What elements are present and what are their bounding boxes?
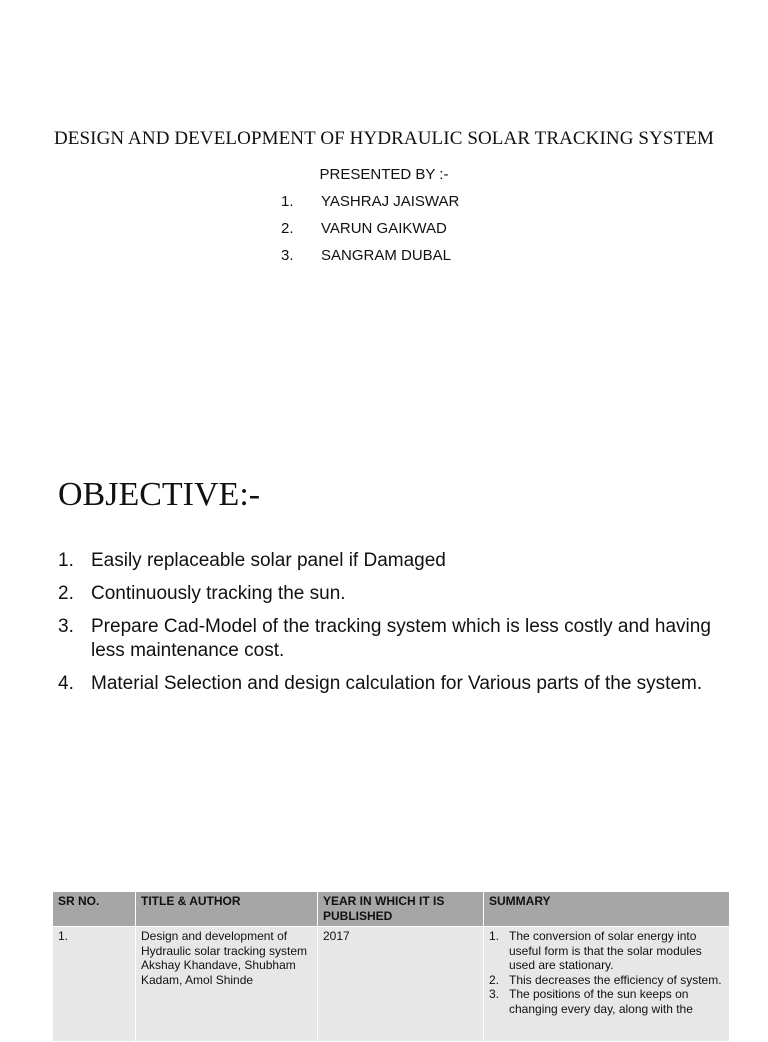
objective-number: 2. (58, 583, 74, 604)
summary-number: 2. (489, 972, 500, 987)
summary-list (489, 929, 724, 1016)
summary-item (489, 929, 724, 973)
literature-table (52, 891, 730, 1042)
objective-number: 1. (58, 550, 74, 571)
objective-number: 3. (58, 616, 74, 637)
summary-item (489, 987, 724, 1016)
summary-text: This decreases the efficiency of system. (509, 972, 722, 987)
paper-authors: Akshay Khandave, Shubham Kadam, Amol Shinde (141, 958, 296, 987)
summary-number: 1. (489, 929, 500, 943)
presenter-name: YASHRAJ JAISWAR (321, 193, 460, 210)
presenter-number: 1. (281, 193, 294, 210)
summary-item (489, 973, 724, 988)
objective-item (58, 582, 718, 606)
header-summary: SUMMARY (484, 892, 730, 927)
slide-title: DESIGN AND DEVELOPMENT OF HYDRAULIC SOLAR TRACKING SYSTEM (53, 128, 714, 149)
presenter-name: VARUN GAIKWAD (321, 220, 447, 237)
objective-item (58, 549, 718, 573)
cell-year: 2017 (318, 927, 484, 1042)
objective-text: Continuously tracking the sun. (91, 583, 346, 604)
presenter-number: 2. (281, 220, 294, 237)
objective-heading: OBJECTIVE:- (58, 476, 261, 513)
header-title-author: TITLE & AUTHOR (136, 892, 318, 927)
objective-item (58, 672, 718, 696)
summary-number: 3. (489, 987, 500, 1001)
summary-text: The positions of the sun keeps on changing every day, along with the (509, 987, 693, 1016)
paper-title: Design and development of Hydraulic solar tracking system (141, 929, 308, 958)
cell-summary (484, 927, 730, 1042)
table-row (53, 927, 730, 1042)
cell-sr-no: 1. (53, 927, 136, 1042)
objective-text: Prepare Cad-Model of the tracking system which is less costly and having less maintenance cost. (91, 616, 711, 661)
presenter-name: SANGRAM DUBAL (321, 247, 452, 264)
cell-title-author (136, 927, 318, 1042)
objective-item (58, 615, 718, 663)
presenter-list (281, 193, 459, 274)
header-sr-no: SR NO. (53, 892, 136, 927)
presenter-number: 3. (281, 247, 294, 264)
presenter-item (281, 247, 459, 274)
objective-text: Material Selection and design calculation for Various parts of the system. (91, 673, 703, 694)
objective-text: Easily replaceable solar panel if Damaged (91, 550, 446, 571)
objective-number: 4. (58, 673, 74, 694)
summary-text: The conversion of solar energy into useful form is that the solar modules used are stationary. (509, 929, 702, 972)
presented-by-label: PRESENTED BY :- (319, 166, 449, 183)
table-header-row (53, 892, 730, 927)
presenter-item (281, 193, 459, 220)
objective-list (58, 549, 718, 705)
presenter-item (281, 220, 459, 247)
header-year: YEAR IN WHICH IT IS PUBLISHED (318, 892, 484, 927)
